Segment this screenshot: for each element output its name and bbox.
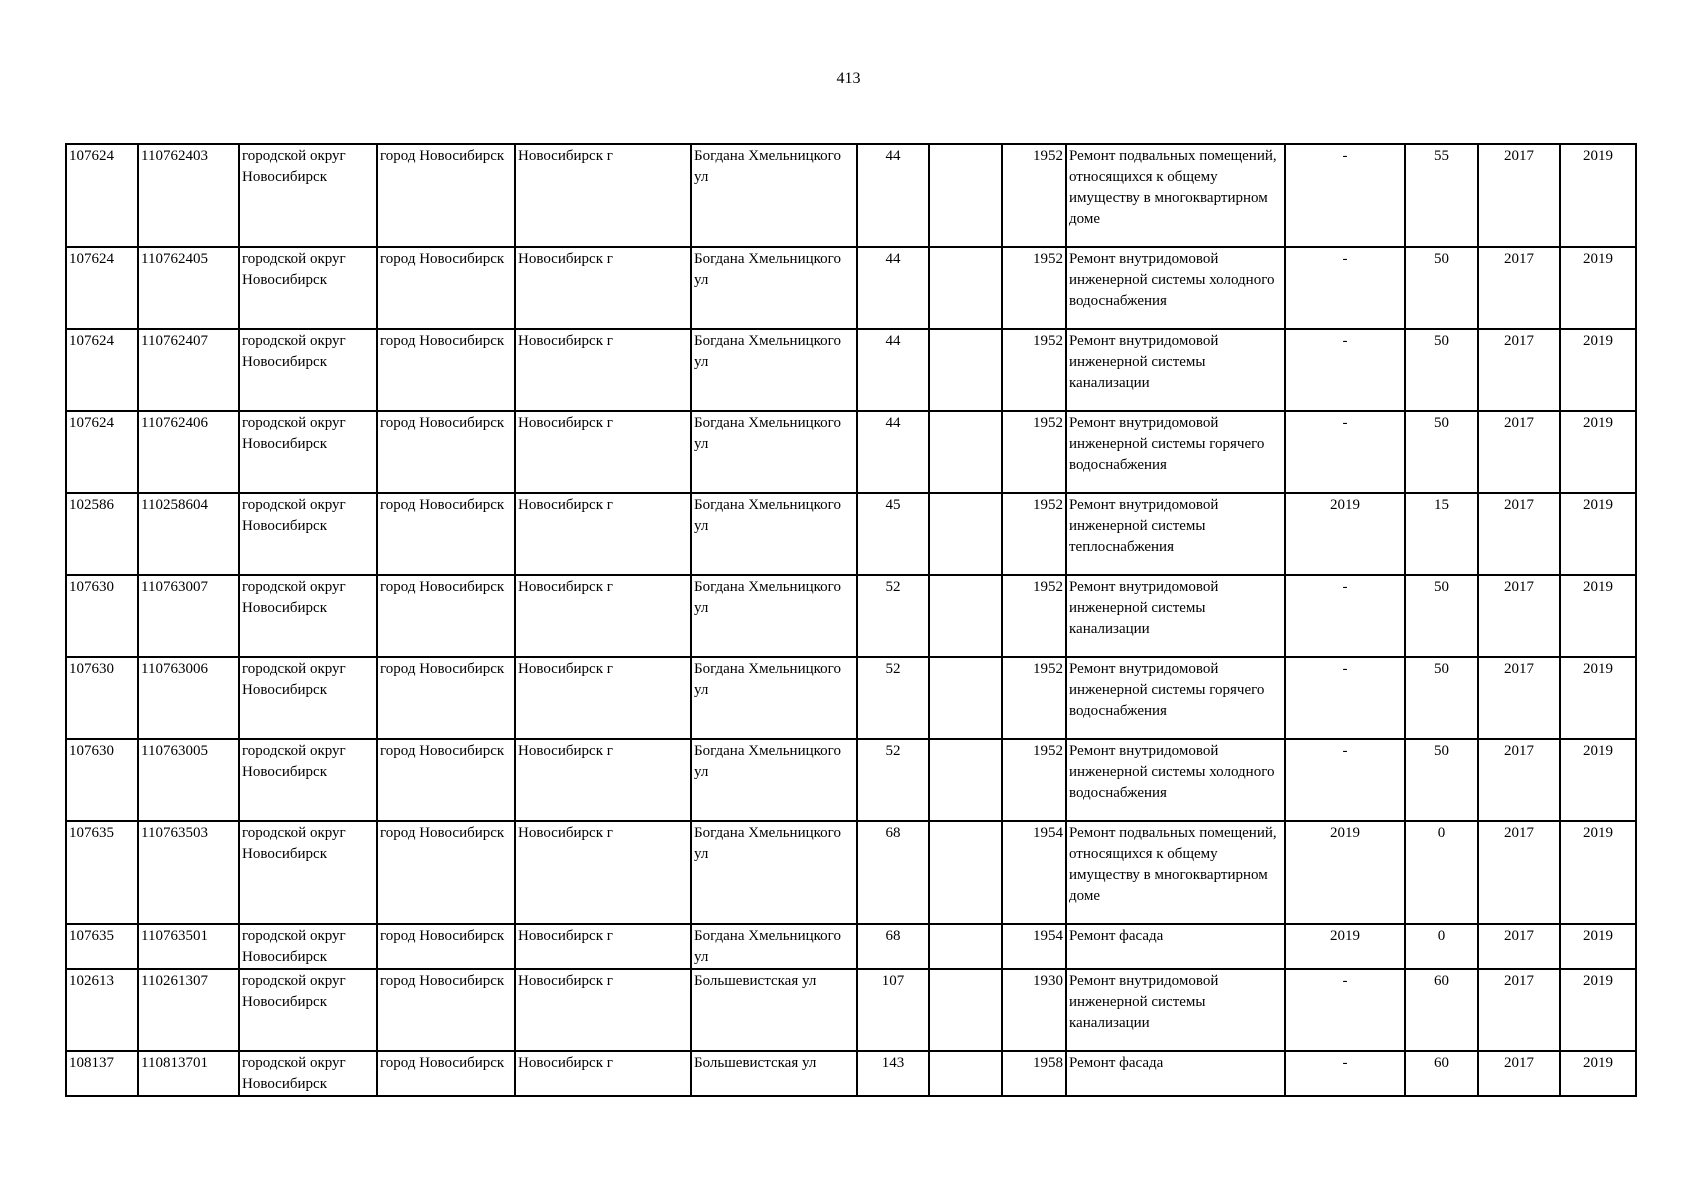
cell-wear: 50	[1405, 411, 1478, 493]
table-row	[66, 411, 1636, 493]
cell-plan-from: 2017	[1478, 247, 1560, 329]
cell-district: городской округ Новосибирск	[239, 969, 377, 1051]
cell-settlement: город Новосибирск	[377, 821, 515, 924]
cell-extra	[929, 493, 1002, 575]
cell-city: Новосибирск г	[515, 924, 691, 969]
cell-plan-to: 2019	[1560, 969, 1636, 1051]
cell-year-built: 1952	[1002, 493, 1066, 575]
cell-last-repair: -	[1285, 1051, 1405, 1096]
cell-extra	[929, 144, 1002, 247]
cell-extra	[929, 739, 1002, 821]
cell-street: Богдана Хмельницкого ул	[691, 657, 857, 739]
cell-city: Новосибирск г	[515, 329, 691, 411]
cell-city: Новосибирск г	[515, 247, 691, 329]
table-row	[66, 924, 1636, 969]
cell-wear: 50	[1405, 739, 1478, 821]
cell-settlement: город Новосибирск	[377, 1051, 515, 1096]
cell-wear: 55	[1405, 144, 1478, 247]
cell-plan-from: 2017	[1478, 657, 1560, 739]
cell-element-code: 110763501	[138, 924, 239, 969]
cell-object-id: 107630	[66, 739, 138, 821]
cell-house: 44	[857, 247, 929, 329]
cell-year-built: 1952	[1002, 739, 1066, 821]
cell-street: Большевистская ул	[691, 1051, 857, 1096]
cell-plan-to: 2019	[1560, 329, 1636, 411]
cell-plan-to: 2019	[1560, 1051, 1636, 1096]
cell-last-repair: -	[1285, 411, 1405, 493]
cell-object-id: 102586	[66, 493, 138, 575]
cell-extra	[929, 924, 1002, 969]
cell-city: Новосибирск г	[515, 411, 691, 493]
table-row	[66, 575, 1636, 657]
cell-street: Богдана Хмельницкого ул	[691, 575, 857, 657]
cell-settlement: город Новосибирск	[377, 969, 515, 1051]
cell-year-built: 1952	[1002, 247, 1066, 329]
page-number: 413	[836, 70, 861, 87]
cell-plan-to: 2019	[1560, 247, 1636, 329]
cell-district: городской округ Новосибирск	[239, 1051, 377, 1096]
cell-wear: 50	[1405, 329, 1478, 411]
cell-wear: 0	[1405, 924, 1478, 969]
cell-last-repair: -	[1285, 657, 1405, 739]
cell-work-type: Ремонт внутридомовой инженерной системы холодного водоснабжения	[1066, 739, 1285, 821]
cell-house: 143	[857, 1051, 929, 1096]
cell-wear: 60	[1405, 969, 1478, 1051]
cell-district: городской округ Новосибирск	[239, 247, 377, 329]
cell-house: 44	[857, 144, 929, 247]
cell-city: Новосибирск г	[515, 1051, 691, 1096]
cell-work-type: Ремонт внутридомовой инженерной системы канализации	[1066, 329, 1285, 411]
cell-district: городской округ Новосибирск	[239, 821, 377, 924]
cell-house: 44	[857, 411, 929, 493]
cell-plan-from: 2017	[1478, 924, 1560, 969]
cell-object-id: 107635	[66, 821, 138, 924]
cell-house: 107	[857, 969, 929, 1051]
cell-work-type: Ремонт подвальных помещений, относящихся к общему имуществу в многоквартирном доме	[1066, 821, 1285, 924]
cell-house: 52	[857, 657, 929, 739]
cell-plan-to: 2019	[1560, 493, 1636, 575]
cell-plan-from: 2017	[1478, 575, 1560, 657]
cell-extra	[929, 657, 1002, 739]
cell-element-code: 110762403	[138, 144, 239, 247]
cell-wear: 60	[1405, 1051, 1478, 1096]
cell-object-id: 107635	[66, 924, 138, 969]
cell-settlement: город Новосибирск	[377, 493, 515, 575]
cell-street: Богдана Хмельницкого ул	[691, 411, 857, 493]
cell-settlement: город Новосибирск	[377, 329, 515, 411]
table-row	[66, 969, 1636, 1051]
cell-extra	[929, 411, 1002, 493]
cell-year-built: 1958	[1002, 1051, 1066, 1096]
cell-settlement: город Новосибирск	[377, 924, 515, 969]
table-row	[66, 821, 1636, 924]
cell-settlement: город Новосибирск	[377, 144, 515, 247]
cell-plan-from: 2017	[1478, 739, 1560, 821]
cell-object-id: 102613	[66, 969, 138, 1051]
cell-year-built: 1952	[1002, 144, 1066, 247]
cell-year-built: 1952	[1002, 329, 1066, 411]
cell-object-id: 107624	[66, 329, 138, 411]
table-row	[66, 739, 1636, 821]
cell-last-repair: 2019	[1285, 821, 1405, 924]
cell-object-id: 107624	[66, 247, 138, 329]
cell-plan-to: 2019	[1560, 739, 1636, 821]
cell-street: Богдана Хмельницкого ул	[691, 493, 857, 575]
cell-plan-from: 2017	[1478, 411, 1560, 493]
cell-last-repair: -	[1285, 969, 1405, 1051]
cell-last-repair: 2019	[1285, 924, 1405, 969]
cell-element-code: 110258604	[138, 493, 239, 575]
cell-element-code: 110763007	[138, 575, 239, 657]
cell-street: Богдана Хмельницкого ул	[691, 144, 857, 247]
cell-element-code: 110762406	[138, 411, 239, 493]
cell-district: городской округ Новосибирск	[239, 924, 377, 969]
cell-plan-from: 2017	[1478, 144, 1560, 247]
cell-plan-to: 2019	[1560, 411, 1636, 493]
cell-settlement: город Новосибирск	[377, 411, 515, 493]
cell-extra	[929, 821, 1002, 924]
table-row	[66, 493, 1636, 575]
cell-wear: 50	[1405, 657, 1478, 739]
cell-element-code: 110762405	[138, 247, 239, 329]
cell-settlement: город Новосибирск	[377, 657, 515, 739]
cell-last-repair: -	[1285, 329, 1405, 411]
cell-work-type: Ремонт внутридомовой инженерной системы канализации	[1066, 575, 1285, 657]
cell-plan-from: 2017	[1478, 1051, 1560, 1096]
cell-work-type: Ремонт фасада	[1066, 924, 1285, 969]
cell-work-type: Ремонт фасада	[1066, 1051, 1285, 1096]
cell-element-code: 110763503	[138, 821, 239, 924]
cell-settlement: город Новосибирск	[377, 739, 515, 821]
cell-year-built: 1954	[1002, 924, 1066, 969]
table-row	[66, 1051, 1636, 1096]
cell-plan-from: 2017	[1478, 821, 1560, 924]
table-row	[66, 144, 1636, 247]
cell-extra	[929, 329, 1002, 411]
cell-city: Новосибирск г	[515, 657, 691, 739]
cell-plan-from: 2017	[1478, 969, 1560, 1051]
cell-plan-to: 2019	[1560, 144, 1636, 247]
cell-object-id: 107630	[66, 575, 138, 657]
cell-district: городской округ Новосибирск	[239, 329, 377, 411]
cell-last-repair: -	[1285, 247, 1405, 329]
cell-element-code: 110763005	[138, 739, 239, 821]
cell-extra	[929, 969, 1002, 1051]
cell-wear: 0	[1405, 821, 1478, 924]
cell-house: 68	[857, 821, 929, 924]
cell-street: Богдана Хмельницкого ул	[691, 924, 857, 969]
cell-last-repair: -	[1285, 739, 1405, 821]
cell-element-code: 110261307	[138, 969, 239, 1051]
cell-extra	[929, 575, 1002, 657]
cell-street: Богдана Хмельницкого ул	[691, 247, 857, 329]
cell-street: Богдана Хмельницкого ул	[691, 329, 857, 411]
cell-street: Большевистская ул	[691, 969, 857, 1051]
table-body	[66, 144, 1636, 1096]
registry-table	[65, 143, 1637, 1097]
cell-last-repair: -	[1285, 575, 1405, 657]
cell-district: городской округ Новосибирск	[239, 411, 377, 493]
cell-year-built: 1954	[1002, 821, 1066, 924]
cell-work-type: Ремонт внутридомовой инженерной системы горячего водоснабжения	[1066, 411, 1285, 493]
cell-plan-to: 2019	[1560, 924, 1636, 969]
cell-work-type: Ремонт внутридомовой инженерной системы теплоснабжения	[1066, 493, 1285, 575]
cell-district: городской округ Новосибирск	[239, 493, 377, 575]
cell-city: Новосибирск г	[515, 144, 691, 247]
cell-house: 52	[857, 575, 929, 657]
cell-last-repair: 2019	[1285, 493, 1405, 575]
cell-object-id: 107630	[66, 657, 138, 739]
cell-object-id: 108137	[66, 1051, 138, 1096]
cell-street: Богдана Хмельницкого ул	[691, 821, 857, 924]
cell-extra	[929, 247, 1002, 329]
cell-extra	[929, 1051, 1002, 1096]
cell-district: городской округ Новосибирск	[239, 657, 377, 739]
cell-wear: 15	[1405, 493, 1478, 575]
cell-district: городской округ Новосибирск	[239, 144, 377, 247]
cell-plan-to: 2019	[1560, 575, 1636, 657]
cell-district: городской округ Новосибирск	[239, 575, 377, 657]
cell-house: 45	[857, 493, 929, 575]
cell-plan-from: 2017	[1478, 329, 1560, 411]
cell-plan-to: 2019	[1560, 821, 1636, 924]
cell-year-built: 1952	[1002, 575, 1066, 657]
cell-plan-from: 2017	[1478, 493, 1560, 575]
cell-city: Новосибирск г	[515, 575, 691, 657]
cell-year-built: 1952	[1002, 657, 1066, 739]
cell-settlement: город Новосибирск	[377, 247, 515, 329]
cell-last-repair: -	[1285, 144, 1405, 247]
cell-work-type: Ремонт внутридомовой инженерной системы канализации	[1066, 969, 1285, 1051]
cell-element-code: 110763006	[138, 657, 239, 739]
cell-city: Новосибирск г	[515, 821, 691, 924]
cell-city: Новосибирск г	[515, 739, 691, 821]
cell-element-code: 110762407	[138, 329, 239, 411]
table-row	[66, 247, 1636, 329]
cell-year-built: 1952	[1002, 411, 1066, 493]
table-row	[66, 329, 1636, 411]
cell-year-built: 1930	[1002, 969, 1066, 1051]
cell-work-type: Ремонт подвальных помещений, относящихся к общему имуществу в многоквартирном доме	[1066, 144, 1285, 247]
cell-work-type: Ремонт внутридомовой инженерной системы холодного водоснабжения	[1066, 247, 1285, 329]
cell-settlement: город Новосибирск	[377, 575, 515, 657]
cell-city: Новосибирск г	[515, 969, 691, 1051]
cell-district: городской округ Новосибирск	[239, 739, 377, 821]
cell-element-code: 110813701	[138, 1051, 239, 1096]
cell-wear: 50	[1405, 247, 1478, 329]
cell-house: 44	[857, 329, 929, 411]
cell-street: Богдана Хмельницкого ул	[691, 739, 857, 821]
cell-object-id: 107624	[66, 411, 138, 493]
cell-city: Новосибирск г	[515, 493, 691, 575]
cell-work-type: Ремонт внутридомовой инженерной системы горячего водоснабжения	[1066, 657, 1285, 739]
table-row	[66, 657, 1636, 739]
cell-object-id: 107624	[66, 144, 138, 247]
cell-house: 52	[857, 739, 929, 821]
cell-house: 68	[857, 924, 929, 969]
cell-wear: 50	[1405, 575, 1478, 657]
cell-plan-to: 2019	[1560, 657, 1636, 739]
